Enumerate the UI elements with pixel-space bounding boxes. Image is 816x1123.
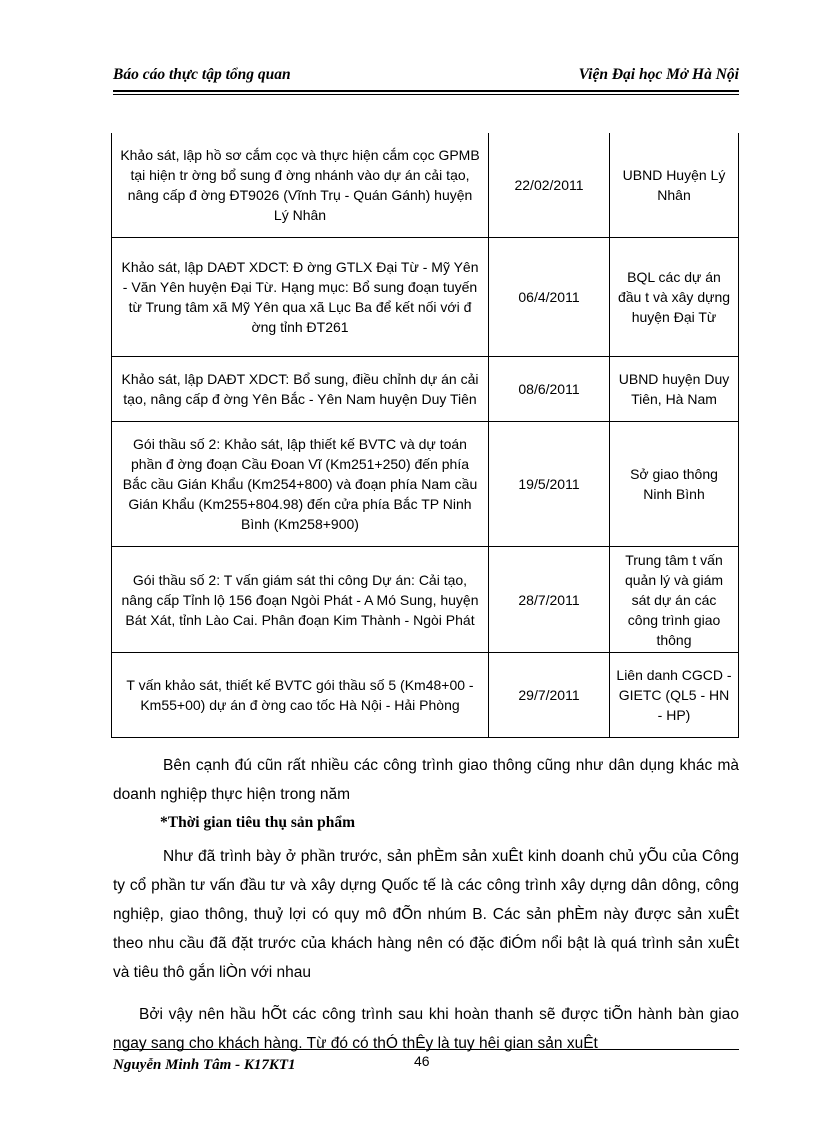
subheading-consumption-time: *Thời gian tiêu thụ sản phẩm [160, 814, 356, 831]
project-description: Gói thầu số 2: Khảo sát, lập thiết kế BVTC và dự toán phần đ ờng đoạn Cầu Đoan Vĩ (Km251+250) đến phía Bắc cầu Gián Khẩu (Km254+800) và đoạn phía Nam cầu Gián Khẩu (Km255+804.98) đến cửa phía Bắc TP Ninh Bình (Km258+900) [112, 422, 489, 547]
project-organization: BQL các dự án đầu t và xây dựng huyện Đại Từ [610, 238, 739, 357]
project-organization: UBND Huyện Lý Nhân [610, 133, 739, 238]
project-date: 06/4/2011 [489, 238, 610, 357]
project-date: 19/5/2011 [489, 422, 610, 547]
page-number: 46 [414, 1053, 430, 1069]
footer-rule [113, 1049, 739, 1051]
project-organization: Liên danh CGCD - GIETC (QL5 - HN - HP) [610, 653, 739, 738]
project-organization: UBND huyện Duy Tiên, Hà Nam [610, 357, 739, 422]
table-row [112, 238, 739, 357]
project-description: Khảo sát, lập hồ sơ cắm cọc và thực hiện cắm cọc GPMB tại hiện tr ờng bổ sung đ ờng nhánh vào dự án cải tạo, nâng cấp đ ờng ĐT9026 (Vĩnh Trụ - Quán Gánh) huyện Lý Nhân [112, 133, 489, 238]
project-organization: Trung tâm t vấn quản lý và giám sát dự án các công trình giao thông [610, 547, 739, 653]
header-report-title: Báo cáo thực tập tổng quan [113, 66, 291, 83]
footer-author: Nguyễn Minh Tâm - K17KT1 [113, 1057, 296, 1073]
table-row [112, 547, 739, 653]
project-description: Gói thầu số 2: T vấn giám sát thi công Dự án: Cải tạo, nâng cấp Tỉnh lộ 156 đoạn Ngòi Phát - A Mó Sung, huyện Bát Xát, tỉnh Lào Cai. Phân đoạn Kim Thành - Ngòi Phát [112, 547, 489, 653]
paragraph-products: Như đã trình bày ở phần trước, sản phÈm sản xuÊt kinh doanh chủ yÕu của Công ty cổ phần tư vấn đầu tư và xây dựng Quốc tế là các công trình xây dựng dân dông, công nghiệp, giao thông, thuỷ lợi có quy mô đÕn nhúm B. Các sản phÈm này được sản xuÊt theo nhu cầu đã đặt trước của khách hàng nên có đặc điÓm nổi bật là quá trình sản xuÊt và tiêu thô gắn liÒn với nhau [113, 848, 739, 981]
paragraph-handover: Bởi vậy nên hầu hÕt các công trình sau khi hoàn thanh sẽ được tiÕn hành bàn giao ngay sang cho khách hàng. Từ đó có thÓ thÊy là tuy hêi gian sản xuÊt [113, 1006, 739, 1052]
projects-table [111, 133, 739, 738]
page-header [113, 64, 739, 92]
project-date: 08/6/2011 [489, 357, 610, 422]
header-institution: Viện Đại học Mở Hà Nội [578, 66, 739, 83]
table-row [112, 422, 739, 547]
project-description: Khảo sát, lập DAĐT XDCT: Đ ờng GTLX Đại Từ - Mỹ Yên - Văn Yên huyện Đại Từ. Hạng mục: Bổ sung đoạn tuyến từ Trung tâm xã Mỹ Yên qua xã Lục Ba để kết nối với đ ờng tỉnh ĐT261 [112, 238, 489, 357]
project-date: 29/7/2011 [489, 653, 610, 738]
table-row [112, 653, 739, 738]
table-row [112, 133, 739, 238]
paragraph-other-works: Bên cạnh đú cũn rất nhiều các công trình giao thông cũng như dân dụng khác mà doanh nghiệp thực hiện trong năm [113, 757, 739, 803]
project-organization: Sở giao thông Ninh Bình [610, 422, 739, 547]
project-date: 28/7/2011 [489, 547, 610, 653]
header-rule [113, 94, 739, 95]
project-date: 22/02/2011 [489, 133, 610, 238]
project-description: Khảo sát, lập DAĐT XDCT: Bổ sung, điều chỉnh dự án cải tạo, nâng cấp đ ờng Yên Bắc - Yên Nam huyện Duy Tiên [112, 357, 489, 422]
table-row [112, 357, 739, 422]
project-description: T vấn khảo sát, thiết kế BVTC gói thầu số 5 (Km48+00 - Km55+00) dự án đ ờng cao tốc Hà Nội - Hải Phòng [112, 653, 489, 738]
